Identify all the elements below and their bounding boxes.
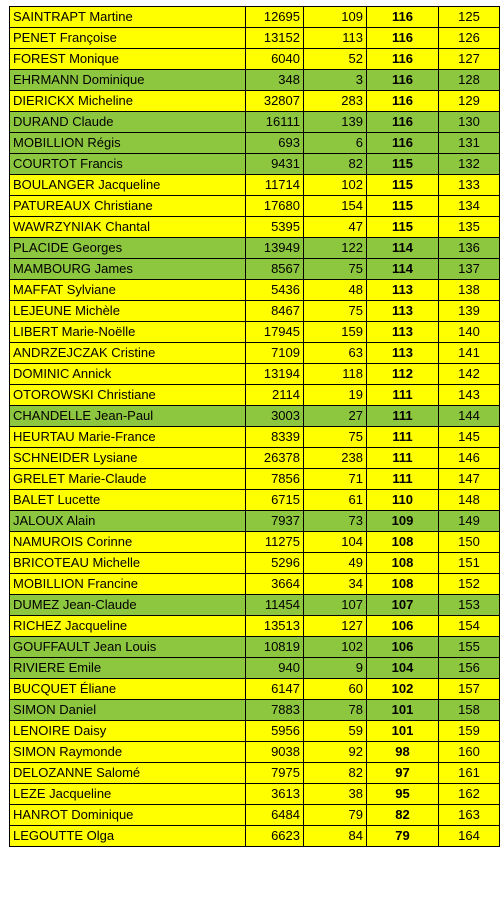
table-row (10, 259, 500, 280)
value-b-cell: 159 (304, 322, 367, 343)
value-a-cell: 13949 (246, 238, 304, 259)
value-a-cell: 6040 (246, 49, 304, 70)
table-row (10, 784, 500, 805)
value-a-cell: 7937 (246, 511, 304, 532)
table-row (10, 511, 500, 532)
score-cell: 115 (367, 196, 439, 217)
person-name-cell: OTOROWSKI Christiane (10, 385, 246, 406)
value-a-cell: 7856 (246, 469, 304, 490)
person-name-cell: SIMON Raymonde (10, 742, 246, 763)
value-b-cell: 238 (304, 448, 367, 469)
table-row (10, 28, 500, 49)
person-name-cell: RICHEZ Jacqueline (10, 616, 246, 637)
rank-cell: 141 (439, 343, 500, 364)
rank-cell: 127 (439, 49, 500, 70)
score-cell: 107 (367, 595, 439, 616)
rank-cell: 151 (439, 553, 500, 574)
person-name-cell: LEJEUNE Michèle (10, 301, 246, 322)
score-cell: 116 (367, 70, 439, 91)
score-cell: 111 (367, 448, 439, 469)
rank-cell: 162 (439, 784, 500, 805)
value-b-cell: 48 (304, 280, 367, 301)
value-b-cell: 49 (304, 553, 367, 574)
person-name-cell: DELOZANNE Salomé (10, 763, 246, 784)
value-b-cell: 9 (304, 658, 367, 679)
rank-cell: 149 (439, 511, 500, 532)
ranking-table-body (10, 7, 500, 847)
value-a-cell: 11275 (246, 532, 304, 553)
person-name-cell: DOMINIC Annick (10, 364, 246, 385)
rank-cell: 150 (439, 532, 500, 553)
value-a-cell: 32807 (246, 91, 304, 112)
rank-cell: 126 (439, 28, 500, 49)
person-name-cell: SIMON Daniel (10, 700, 246, 721)
score-cell: 112 (367, 364, 439, 385)
table-row (10, 742, 500, 763)
rank-cell: 144 (439, 406, 500, 427)
value-b-cell: 52 (304, 49, 367, 70)
person-name-cell: DURAND Claude (10, 112, 246, 133)
rank-cell: 140 (439, 322, 500, 343)
value-b-cell: 60 (304, 679, 367, 700)
table-row (10, 7, 500, 28)
value-a-cell: 11714 (246, 175, 304, 196)
table-row (10, 70, 500, 91)
score-cell: 109 (367, 511, 439, 532)
value-a-cell: 5296 (246, 553, 304, 574)
rank-cell: 132 (439, 154, 500, 175)
score-cell: 113 (367, 343, 439, 364)
person-name-cell: BALET Lucette (10, 490, 246, 511)
score-cell: 97 (367, 763, 439, 784)
table-row (10, 49, 500, 70)
value-b-cell: 283 (304, 91, 367, 112)
value-b-cell: 71 (304, 469, 367, 490)
rank-cell: 164 (439, 826, 500, 847)
value-b-cell: 82 (304, 763, 367, 784)
table-row (10, 658, 500, 679)
rank-cell: 136 (439, 238, 500, 259)
value-a-cell: 13152 (246, 28, 304, 49)
value-b-cell: 92 (304, 742, 367, 763)
score-cell: 79 (367, 826, 439, 847)
person-name-cell: GOUFFAULT Jean Louis (10, 637, 246, 658)
table-row (10, 406, 500, 427)
table-row (10, 343, 500, 364)
rank-cell: 138 (439, 280, 500, 301)
value-b-cell: 6 (304, 133, 367, 154)
person-name-cell: EHRMANN Dominique (10, 70, 246, 91)
person-name-cell: PENET Françoise (10, 28, 246, 49)
value-a-cell: 17945 (246, 322, 304, 343)
table-row (10, 196, 500, 217)
person-name-cell: WAWRZYNIAK Chantal (10, 217, 246, 238)
value-a-cell: 8467 (246, 301, 304, 322)
score-cell: 116 (367, 133, 439, 154)
score-cell: 108 (367, 553, 439, 574)
value-a-cell: 8567 (246, 259, 304, 280)
person-name-cell: ANDRZEJCZAK Cristine (10, 343, 246, 364)
table-row (10, 238, 500, 259)
score-cell: 110 (367, 490, 439, 511)
rank-cell: 134 (439, 196, 500, 217)
value-b-cell: 47 (304, 217, 367, 238)
value-b-cell: 139 (304, 112, 367, 133)
person-name-cell: BOULANGER Jacqueline (10, 175, 246, 196)
value-b-cell: 104 (304, 532, 367, 553)
value-a-cell: 7975 (246, 763, 304, 784)
score-cell: 116 (367, 91, 439, 112)
ranking-table (9, 6, 500, 847)
rank-cell: 125 (439, 7, 500, 28)
value-b-cell: 102 (304, 637, 367, 658)
value-a-cell: 10819 (246, 637, 304, 658)
value-b-cell: 75 (304, 259, 367, 280)
table-row (10, 385, 500, 406)
rank-cell: 158 (439, 700, 500, 721)
table-row (10, 616, 500, 637)
table-row (10, 427, 500, 448)
person-name-cell: NAMUROIS Corinne (10, 532, 246, 553)
table-row (10, 301, 500, 322)
value-a-cell: 5956 (246, 721, 304, 742)
value-a-cell: 5436 (246, 280, 304, 301)
person-name-cell: SAINTRAPT Martine (10, 7, 246, 28)
rank-cell: 130 (439, 112, 500, 133)
value-a-cell: 6147 (246, 679, 304, 700)
score-cell: 111 (367, 406, 439, 427)
person-name-cell: DUMEZ Jean-Claude (10, 595, 246, 616)
score-cell: 111 (367, 385, 439, 406)
score-cell: 98 (367, 742, 439, 763)
rank-cell: 148 (439, 490, 500, 511)
score-cell: 101 (367, 700, 439, 721)
person-name-cell: COURTOT Francis (10, 154, 246, 175)
rank-cell: 145 (439, 427, 500, 448)
table-row (10, 637, 500, 658)
person-name-cell: BUCQUET Éliane (10, 679, 246, 700)
value-b-cell: 122 (304, 238, 367, 259)
person-name-cell: HEURTAU Marie-France (10, 427, 246, 448)
score-cell: 114 (367, 238, 439, 259)
person-name-cell: MAMBOURG James (10, 259, 246, 280)
score-cell: 111 (367, 469, 439, 490)
score-cell: 95 (367, 784, 439, 805)
value-a-cell: 11454 (246, 595, 304, 616)
table-row (10, 826, 500, 847)
value-b-cell: 34 (304, 574, 367, 595)
table-row (10, 490, 500, 511)
table-row (10, 721, 500, 742)
table-row (10, 364, 500, 385)
score-cell: 116 (367, 28, 439, 49)
score-cell: 101 (367, 721, 439, 742)
rank-cell: 147 (439, 469, 500, 490)
score-cell: 113 (367, 301, 439, 322)
score-cell: 116 (367, 7, 439, 28)
rank-cell: 128 (439, 70, 500, 91)
score-cell: 106 (367, 616, 439, 637)
value-b-cell: 154 (304, 196, 367, 217)
value-b-cell: 102 (304, 175, 367, 196)
score-cell: 104 (367, 658, 439, 679)
value-a-cell: 9038 (246, 742, 304, 763)
person-name-cell: LIBERT Marie-Noëlle (10, 322, 246, 343)
table-row (10, 532, 500, 553)
value-a-cell: 7109 (246, 343, 304, 364)
table-row (10, 175, 500, 196)
person-name-cell: MOBILLION Régis (10, 133, 246, 154)
value-a-cell: 26378 (246, 448, 304, 469)
rank-cell: 143 (439, 385, 500, 406)
score-cell: 111 (367, 427, 439, 448)
rank-cell: 129 (439, 91, 500, 112)
value-a-cell: 8339 (246, 427, 304, 448)
person-name-cell: CHANDELLE Jean-Paul (10, 406, 246, 427)
value-a-cell: 13513 (246, 616, 304, 637)
table-row (10, 469, 500, 490)
table-row (10, 553, 500, 574)
rank-cell: 142 (439, 364, 500, 385)
rank-cell: 159 (439, 721, 500, 742)
score-cell: 114 (367, 259, 439, 280)
rank-cell: 139 (439, 301, 500, 322)
score-cell: 82 (367, 805, 439, 826)
value-a-cell: 3003 (246, 406, 304, 427)
person-name-cell: LEZE Jacqueline (10, 784, 246, 805)
table-row (10, 700, 500, 721)
person-name-cell: JALOUX Alain (10, 511, 246, 532)
value-b-cell: 75 (304, 427, 367, 448)
person-name-cell: SCHNEIDER Lysiane (10, 448, 246, 469)
table-row (10, 574, 500, 595)
value-a-cell: 7883 (246, 700, 304, 721)
rank-cell: 155 (439, 637, 500, 658)
table-row (10, 679, 500, 700)
rank-cell: 137 (439, 259, 500, 280)
rank-cell: 131 (439, 133, 500, 154)
value-a-cell: 3664 (246, 574, 304, 595)
value-a-cell: 2114 (246, 385, 304, 406)
table-row (10, 763, 500, 784)
value-a-cell: 6484 (246, 805, 304, 826)
value-b-cell: 61 (304, 490, 367, 511)
score-cell: 108 (367, 532, 439, 553)
rank-cell: 135 (439, 217, 500, 238)
table-row (10, 133, 500, 154)
value-a-cell: 16111 (246, 112, 304, 133)
person-name-cell: RIVIERE Emile (10, 658, 246, 679)
value-b-cell: 107 (304, 595, 367, 616)
value-b-cell: 78 (304, 700, 367, 721)
value-b-cell: 27 (304, 406, 367, 427)
person-name-cell: GRELET Marie-Claude (10, 469, 246, 490)
value-b-cell: 75 (304, 301, 367, 322)
value-b-cell: 82 (304, 154, 367, 175)
table-row (10, 448, 500, 469)
value-b-cell: 118 (304, 364, 367, 385)
value-b-cell: 38 (304, 784, 367, 805)
score-cell: 113 (367, 280, 439, 301)
person-name-cell: FOREST Monique (10, 49, 246, 70)
table-row (10, 322, 500, 343)
value-a-cell: 348 (246, 70, 304, 91)
rank-cell: 163 (439, 805, 500, 826)
value-a-cell: 13194 (246, 364, 304, 385)
value-b-cell: 59 (304, 721, 367, 742)
value-a-cell: 12695 (246, 7, 304, 28)
person-name-cell: BRICOTEAU Michelle (10, 553, 246, 574)
rank-cell: 157 (439, 679, 500, 700)
person-name-cell: LEGOUTTE Olga (10, 826, 246, 847)
value-a-cell: 940 (246, 658, 304, 679)
rank-cell: 133 (439, 175, 500, 196)
person-name-cell: PATUREAUX Christiane (10, 196, 246, 217)
rank-cell: 156 (439, 658, 500, 679)
rank-cell: 146 (439, 448, 500, 469)
value-b-cell: 109 (304, 7, 367, 28)
value-a-cell: 17680 (246, 196, 304, 217)
value-a-cell: 3613 (246, 784, 304, 805)
person-name-cell: MAFFAT Sylviane (10, 280, 246, 301)
value-b-cell: 79 (304, 805, 367, 826)
score-cell: 115 (367, 217, 439, 238)
value-b-cell: 127 (304, 616, 367, 637)
value-b-cell: 84 (304, 826, 367, 847)
value-b-cell: 19 (304, 385, 367, 406)
value-b-cell: 113 (304, 28, 367, 49)
score-cell: 116 (367, 49, 439, 70)
person-name-cell: DIERICKX Micheline (10, 91, 246, 112)
score-cell: 113 (367, 322, 439, 343)
rank-cell: 160 (439, 742, 500, 763)
score-cell: 106 (367, 637, 439, 658)
value-a-cell: 9431 (246, 154, 304, 175)
value-b-cell: 73 (304, 511, 367, 532)
person-name-cell: LENOIRE Daisy (10, 721, 246, 742)
score-cell: 102 (367, 679, 439, 700)
table-row (10, 154, 500, 175)
value-a-cell: 6715 (246, 490, 304, 511)
rank-cell: 153 (439, 595, 500, 616)
person-name-cell: PLACIDE Georges (10, 238, 246, 259)
table-row (10, 217, 500, 238)
value-b-cell: 3 (304, 70, 367, 91)
person-name-cell: MOBILLION Francine (10, 574, 246, 595)
score-cell: 108 (367, 574, 439, 595)
rank-cell: 161 (439, 763, 500, 784)
person-name-cell: HANROT Dominique (10, 805, 246, 826)
value-a-cell: 693 (246, 133, 304, 154)
table-row (10, 805, 500, 826)
table-row (10, 280, 500, 301)
value-a-cell: 5395 (246, 217, 304, 238)
table-row (10, 91, 500, 112)
value-a-cell: 6623 (246, 826, 304, 847)
score-cell: 116 (367, 112, 439, 133)
score-cell: 115 (367, 154, 439, 175)
rank-cell: 152 (439, 574, 500, 595)
rank-cell: 154 (439, 616, 500, 637)
score-cell: 115 (367, 175, 439, 196)
value-b-cell: 63 (304, 343, 367, 364)
table-row (10, 112, 500, 133)
table-row (10, 595, 500, 616)
